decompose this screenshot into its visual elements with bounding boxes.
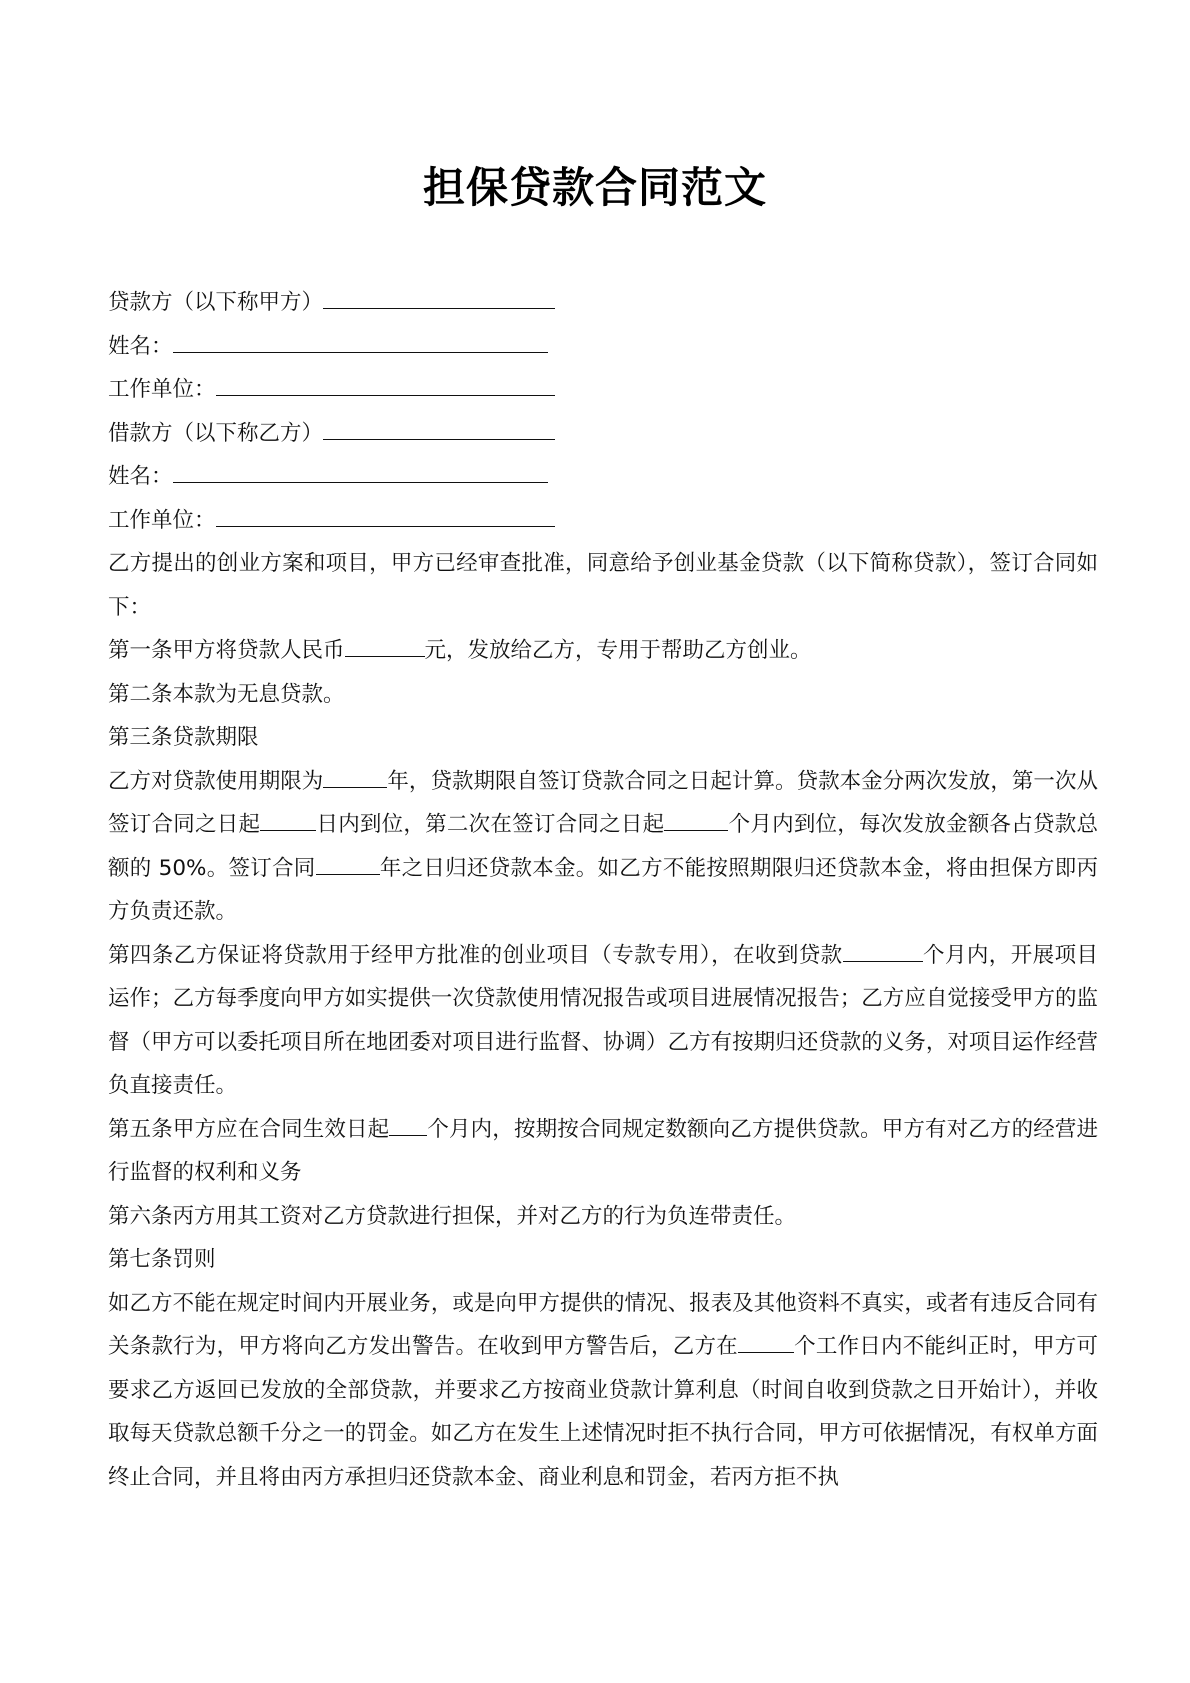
article-3-title: 第三条贷款期限 — [108, 725, 259, 750]
borrower-employer-label: 工作单位： — [108, 507, 216, 533]
loan-amount-blank — [345, 634, 425, 657]
article-2: 第二条本款为无息贷款。 — [108, 681, 345, 707]
article-1-text-b: 元，发放给乙方，专用于帮助乙方创业。 — [424, 638, 812, 663]
article-7-title: 第七条罚则 — [108, 1247, 216, 1272]
article-5-text-a: 第五条甲方应在合同生效日起 — [108, 1116, 390, 1142]
lender-label: 贷款方（以下称甲方） — [108, 290, 324, 315]
lender-employer-blank — [216, 373, 555, 396]
project-start-months-blank — [843, 939, 923, 962]
borrower-name-line — [108, 455, 1098, 499]
article-5-text-b: 个月内，按期按合同规定数额向乙方提供贷款。甲方有对乙方的经营进行监督的权利和义务 — [108, 1116, 1098, 1185]
article-3-text-b: 年，贷款期限自签订贷款合同之日起计算。贷款本金分两次发放，第一次从签订合同之日起 — [108, 768, 1098, 837]
lender-employer-label: 工作单位： — [108, 377, 216, 402]
borrower-label: 借款方（以下称乙方） — [108, 420, 324, 446]
article-4-text-a: 第四条乙方保证将贷款用于经甲方批准的创业项目（专款专用），在收到贷款 — [108, 942, 843, 968]
document-body — [108, 281, 1098, 1499]
article-5 — [108, 1108, 1098, 1195]
lender-name-blank — [173, 330, 548, 353]
document-title: 担保贷款合同范文 — [422, 163, 767, 212]
article-7-body — [108, 1282, 1098, 1500]
article-3-text-d: 个月内到位，每次发放金额各占贷款总额的 50%。签订合同 — [108, 812, 1098, 881]
article-3-body — [108, 760, 1098, 934]
lender-line — [108, 281, 1098, 325]
article-7-text-a: 如乙方不能在规定时间内开展业务，或是向甲方提供的情况、报表及其他资料不真实，或者有违反合同有关条款行为，甲方将向乙方发出警告。在收到甲方警告后，乙方在 — [108, 1290, 1098, 1359]
article-3-text-e: 年之日归还贷款本金。如乙方不能按照期限归还贷款本金，将由担保方即丙方负责还款。 — [108, 855, 1098, 924]
lender-employer-line — [108, 368, 1098, 412]
borrower-line — [108, 412, 1098, 456]
article-1-text-a: 第一条甲方将贷款人民币 — [108, 638, 345, 663]
article-6: 第六条丙方用其工资对乙方贷款进行担保，并对乙方的行为负连带责任。 — [108, 1203, 797, 1229]
borrower-name-blank — [173, 460, 548, 483]
second-disbursement-months-blank — [664, 808, 728, 831]
lender-name-line — [108, 325, 1098, 369]
article-3-text-c: 日内到位，第二次在签订合同之日起 — [316, 812, 665, 837]
provision-months-blank — [389, 1113, 427, 1136]
borrower-employer-blank — [216, 504, 555, 527]
article-7-text-b: 个工作日内不能纠正时，甲方可要求乙方返回已发放的全部贷款，并要求乙方按商业贷款计算利息（时间自收到贷款之日开始计），并收取每天贷款总额千分之一的罚金。如乙方在发生上述情况时拒不执行合同，甲方可依据情况，有权单方面终止合同，并且将由丙方承担归还贷款本金、商业利息和罚金，若丙方拒不执 — [108, 1334, 1098, 1490]
article-4 — [108, 934, 1098, 1108]
borrower-blank — [323, 417, 555, 440]
lender-name-label: 姓名： — [108, 333, 173, 359]
correction-days-blank — [738, 1330, 794, 1353]
article-3-text-a: 乙方对贷款使用期限为 — [108, 768, 324, 794]
borrower-employer-line — [108, 499, 1098, 543]
first-disbursement-days-blank — [260, 808, 316, 831]
article-1 — [108, 629, 1098, 673]
lender-blank — [323, 286, 555, 309]
repayment-years-blank — [316, 852, 380, 875]
loan-term-blank — [323, 765, 387, 788]
borrower-name-label: 姓名： — [108, 464, 173, 489]
intro-paragraph: 乙方提出的创业方案和项目，甲方已经审查批准，同意给予创业基金贷款（以下简称贷款），签订合同如下： — [108, 551, 1098, 620]
article-4-text-b: 个月内，开展项目运作；乙方每季度向甲方如实提供一次贷款使用情况报告或项目进展情况报告；乙方应自觉接受甲方的监督（甲方可以委托项目所在地团委对项目进行监督、协调）乙方有按期归还贷款的义务，对项目运作经营负直接责任。 — [108, 942, 1098, 1098]
